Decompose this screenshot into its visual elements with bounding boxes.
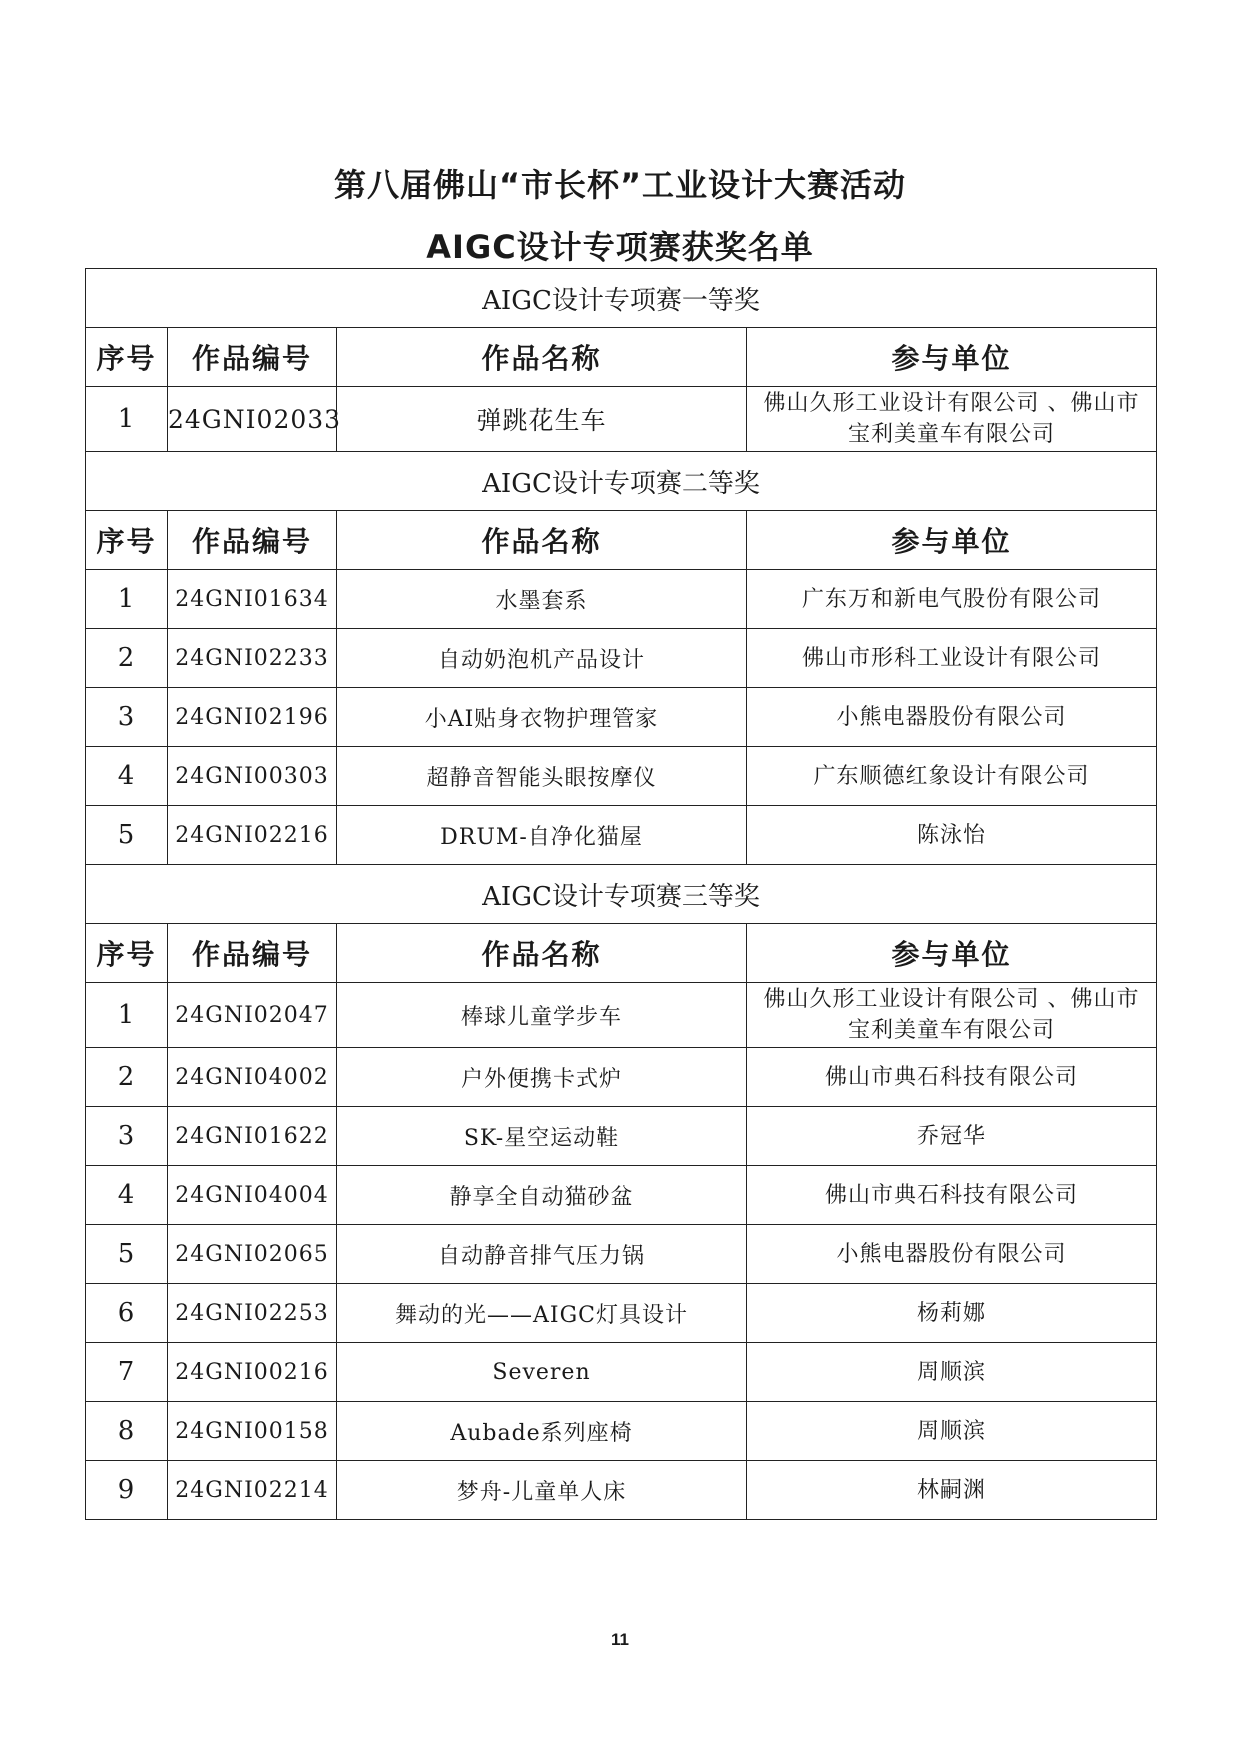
cell-work-name: 棒球儿童学步车: [337, 983, 747, 1048]
cell-work-name: 水墨套系: [337, 570, 747, 629]
cell-work-id: 24GNI02196: [168, 688, 337, 747]
cell-work-id: 24GNI04002: [168, 1048, 337, 1107]
table-row: [86, 688, 1157, 747]
header-organization: 参与单位: [747, 924, 1157, 983]
cell-index: 9: [86, 1461, 168, 1520]
page-number: 11: [611, 1630, 629, 1649]
cell-index: 1: [86, 983, 168, 1048]
cell-work-name: 小AI贴身衣物护理管家: [337, 688, 747, 747]
header-organization: 参与单位: [747, 328, 1157, 387]
cell-index: 2: [86, 629, 168, 688]
cell-organization: 周顺滨: [747, 1343, 1157, 1402]
table-row: [86, 983, 1157, 1048]
cell-work-id: 24GNI01622: [168, 1107, 337, 1166]
table-row: [86, 570, 1157, 629]
cell-work-id: 24GNI00303: [168, 747, 337, 806]
cell-work-id: 24GNI02033: [168, 387, 337, 452]
cell-organization: 乔冠华: [747, 1107, 1157, 1166]
section-title: AIGC设计专项赛三等奖: [86, 865, 1157, 924]
cell-work-id: 24GNI04004: [168, 1166, 337, 1225]
column-header-row: [86, 328, 1157, 387]
cell-work-name: 静享全自动猫砂盆: [337, 1166, 747, 1225]
cell-work-name: 户外便携卡式炉: [337, 1048, 747, 1107]
table-row: [86, 387, 1157, 452]
table-row: [86, 1402, 1157, 1461]
table-row: [86, 1225, 1157, 1284]
cell-organization: 周顺滨: [747, 1402, 1157, 1461]
cell-work-name: SK-星空运动鞋: [337, 1107, 747, 1166]
cell-work-name: Aubade系列座椅: [337, 1402, 747, 1461]
table-row: [86, 1107, 1157, 1166]
cell-index: 6: [86, 1284, 168, 1343]
cell-organization: 林嗣渊: [747, 1461, 1157, 1520]
cell-organization: 佛山市典石科技有限公司: [747, 1166, 1157, 1225]
cell-work-id: 24GNI00216: [168, 1343, 337, 1402]
cell-index: 4: [86, 747, 168, 806]
cell-index: 3: [86, 688, 168, 747]
cell-organization: 杨莉娜: [747, 1284, 1157, 1343]
section-header-row: [86, 269, 1157, 328]
header-index: 序号: [86, 328, 168, 387]
cell-work-name: DRUM-自净化猫屋: [337, 806, 747, 865]
cell-work-name: 自动奶泡机产品设计: [337, 629, 747, 688]
cell-work-id: 24GNI02216: [168, 806, 337, 865]
cell-work-id: 24GNI02233: [168, 629, 337, 688]
cell-index: 7: [86, 1343, 168, 1402]
cell-work-name: 自动静音排气压力锅: [337, 1225, 747, 1284]
header-work-name: 作品名称: [337, 924, 747, 983]
cell-organization: 佛山久形工业设计有限公司 、佛山市宝利美童车有限公司: [747, 387, 1157, 452]
section-title: AIGC设计专项赛二等奖: [86, 452, 1157, 511]
cell-index: 5: [86, 1225, 168, 1284]
cell-index: 3: [86, 1107, 168, 1166]
cell-organization: 佛山久形工业设计有限公司 、佛山市宝利美童车有限公司: [747, 983, 1157, 1048]
cell-work-id: 24GNI00158: [168, 1402, 337, 1461]
header-index: 序号: [86, 924, 168, 983]
cell-work-name: Severen: [337, 1343, 747, 1402]
section-title: AIGC设计专项赛一等奖: [86, 269, 1157, 328]
cell-work-id: 24GNI02214: [168, 1461, 337, 1520]
column-header-row: [86, 511, 1157, 570]
cell-organization: 陈泳怡: [747, 806, 1157, 865]
column-header-row: [86, 924, 1157, 983]
cell-work-name: 超静音智能头眼按摩仪: [337, 747, 747, 806]
table-row: [86, 747, 1157, 806]
cell-organization: 小熊电器股份有限公司: [747, 1225, 1157, 1284]
header-organization: 参与单位: [747, 511, 1157, 570]
cell-index: 5: [86, 806, 168, 865]
header-index: 序号: [86, 511, 168, 570]
header-work-id: 作品编号: [168, 924, 337, 983]
table-row: [86, 1343, 1157, 1402]
section-header-row: [86, 452, 1157, 511]
table-row: [86, 1461, 1157, 1520]
header-work-name: 作品名称: [337, 328, 747, 387]
cell-index: 8: [86, 1402, 168, 1461]
cell-index: 4: [86, 1166, 168, 1225]
cell-work-id: 24GNI02253: [168, 1284, 337, 1343]
section-header-row: [86, 865, 1157, 924]
cell-index: 1: [86, 387, 168, 452]
table-row: [86, 1166, 1157, 1225]
cell-work-name: 弹跳花生车: [337, 387, 747, 452]
cell-index: 1: [86, 570, 168, 629]
cell-organization: 佛山市典石科技有限公司: [747, 1048, 1157, 1107]
awards-table: [85, 268, 1157, 1520]
cell-work-id: 24GNI02065: [168, 1225, 337, 1284]
cell-organization: 小熊电器股份有限公司: [747, 688, 1157, 747]
cell-work-name: 舞动的光——AIGC灯具设计: [337, 1284, 747, 1343]
document-title: 第八届佛山“市长杯”工业设计大赛活动: [333, 166, 907, 204]
table-row: [86, 1284, 1157, 1343]
cell-work-name: 梦舟-儿童单人床: [337, 1461, 747, 1520]
cell-organization: 佛山市形科工业设计有限公司: [747, 629, 1157, 688]
document-subtitle: AIGC设计专项赛获奖名单: [426, 228, 814, 266]
cell-work-id: 24GNI02047: [168, 983, 337, 1048]
header-work-id: 作品编号: [168, 328, 337, 387]
header-work-id: 作品编号: [168, 511, 337, 570]
cell-organization: 广东万和新电气股份有限公司: [747, 570, 1157, 629]
table-row: [86, 1048, 1157, 1107]
header-work-name: 作品名称: [337, 511, 747, 570]
table-row: [86, 806, 1157, 865]
cell-organization: 广东顺德红象设计有限公司: [747, 747, 1157, 806]
cell-index: 2: [86, 1048, 168, 1107]
table-row: [86, 629, 1157, 688]
cell-work-id: 24GNI01634: [168, 570, 337, 629]
